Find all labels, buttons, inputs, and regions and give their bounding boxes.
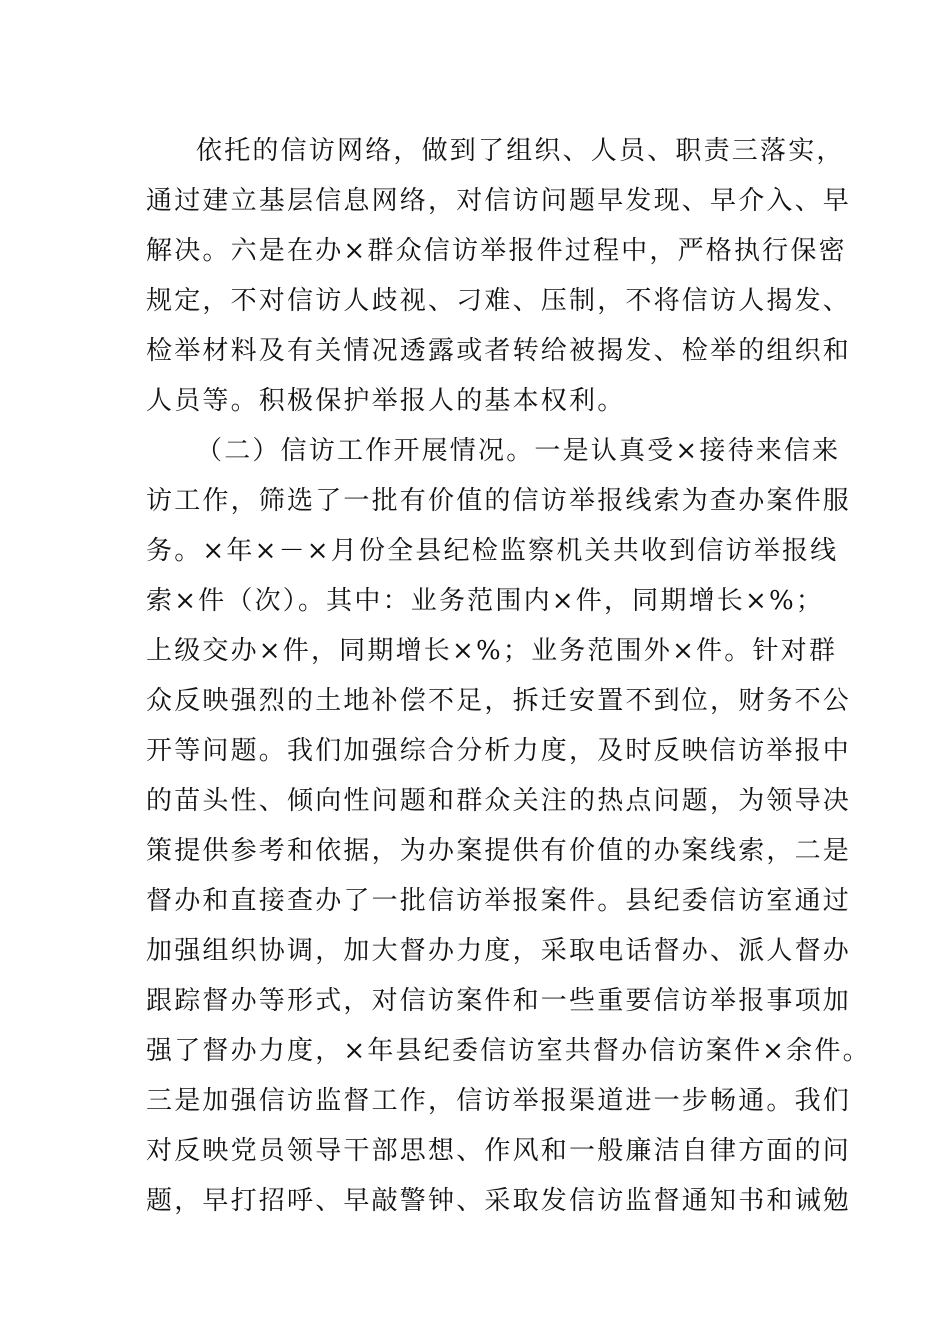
text-line: 上级交办×件，同期增长×%；业务范围外×件。针对群	[146, 636, 838, 666]
text-line: 众反映强烈的土地补偿不足，拆迁安置不到位，财务不公	[146, 686, 852, 716]
text-line: 解决。六是在办×群众信访举报件过程中，严格执行保密	[146, 236, 847, 266]
text-line: 检举材料及有关情况透露或者转给被揭发、检举的组织和	[146, 336, 852, 366]
section-heading-line: （二）信访工作开展情况。一是认真受×接待来信来	[196, 436, 841, 466]
text-line: 强了督办力度，×年县纪委信访室共督办信访案件×余件。	[146, 1036, 871, 1066]
text-line: 加强组织协调，加大督办力度，采取电话督办、派人督办	[146, 936, 852, 966]
text-line: 对反映党员领导干部思想、作风和一般廉洁自律方面的问	[146, 1136, 852, 1166]
text-line: 依托的信访网络，做到了组织、人员、职责三落实，	[196, 136, 845, 166]
text-line: 通过建立基层信息网络，对信访问题早发现、早介入、早	[146, 186, 852, 216]
text-line: 题，早打招呼、早敲警钟、采取发信访监督通知书和诫勉	[146, 1186, 852, 1216]
text-line: 规定，不对信访人歧视、刁难、压制，不将信访人揭发、	[146, 286, 852, 316]
text-line: 索×件（次）。其中：业务范围内×件，同期增长×%；	[146, 586, 825, 616]
text-line: 的苗头性、倾向性问题和群众关注的热点问题，为领导决	[146, 786, 852, 816]
text-line: 策提供参考和依据，为办案提供有价值的办案线索，二是	[146, 836, 852, 866]
text-line: 开等问题。我们加强综合分析力度，及时反映信访举报中	[146, 736, 852, 766]
text-line: 访工作，筛选了一批有价值的信访举报线索为查办案件服	[146, 486, 852, 516]
text-line: 三是加强信访监督工作，信访举报渠道进一步畅通。我们	[146, 1086, 852, 1116]
text-line: 督办和直接查办了一批信访举报案件。县纪委信访室通过	[146, 886, 852, 916]
text-line: 人员等。积极保护举报人的基本权利。	[146, 386, 626, 416]
text-line: 跟踪督办等形式，对信访案件和一些重要信访举报事项加	[146, 986, 852, 1016]
text-line: 务。×年×－×月份全县纪检监察机关共收到信访举报线	[146, 536, 839, 566]
